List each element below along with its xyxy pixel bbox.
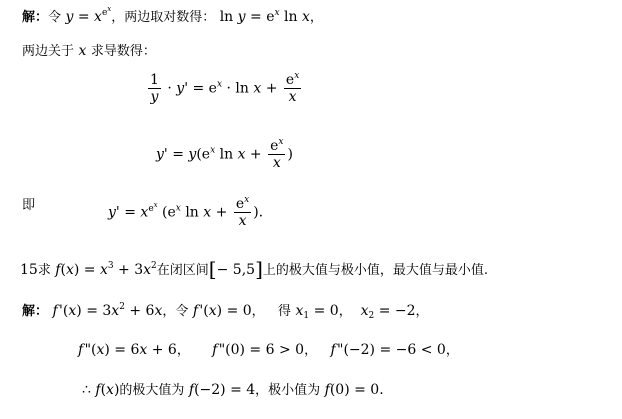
fraction-ex-over-x-3: $\frac{e^x}{x}$ (235, 195, 250, 229)
fraction-ex-over-x: $\frac{e^x}{x}$ (285, 71, 300, 105)
fraction-ex-over-x-2: $\frac{e^x}{x}$ (270, 137, 284, 171)
fraction-1-over-y: $\frac{1}{y}$ (150, 72, 159, 105)
function-def: $f(x) = x^3 + 3x^2$ (55, 261, 157, 278)
root-x1: $x_1 = 0$ (295, 303, 339, 321)
problem-15: 15求 $f(x) = x^3 + 3x^2$在闭区间[− 5,5]上的极大值与极小值，最大值与最小值. (20, 257, 489, 281)
equation-derivative: $\frac{1}{y}$ · $y' = e^x \cdot \ln x$ + $\frac{e^x}{x}$ (150, 71, 300, 105)
var-x: x (74, 43, 91, 59)
second-derivative-at-0: f "(0) = 6 > 0 (212, 342, 305, 358)
set-zero: f '(x) = 0 (192, 303, 252, 319)
interval: [− 5,5] (208, 257, 263, 281)
root-x2: $x_2 = -2$ (360, 303, 416, 321)
formula-y-def: $y = x^{e^x}$ (65, 5, 112, 25)
problem-number: 15 (20, 262, 38, 278)
min-value: f(0) = 0 (324, 382, 380, 398)
therefore-symbol: ∴ (82, 382, 91, 398)
solution-label: 解： (22, 10, 49, 25)
second-derivative-at-minus2: f "(−2) = −6 < 0 (330, 342, 446, 358)
solution-line-1: 解： f '$(x) = 3x^2 + 6x$，令 f '(x) = 0， 得 $x_1 = 0$， $x_2 = -2$， (22, 302, 429, 321)
equation-final: $y' = x^{e^x}$ ($e^x$ ln x + $\frac{e^x}{x}$ ). (108, 195, 264, 229)
line-1: 解：令 $y = x^{e^x}$，两边取对数得： $\ln y = e^x$ ln x， (22, 5, 323, 25)
first-derivative: f '$(x) = 3x^2 + 6x$ (52, 302, 163, 319)
line-2: 两边关于 x 求导数得： (22, 43, 156, 59)
second-derivative: f "(x) = 6x + 6 (78, 342, 177, 358)
equation-y-prime: $y' = y(e^x$ ln x + $\frac{e^x}{x}$ ) (156, 137, 293, 171)
max-value: f(−2) = 4 (188, 382, 256, 398)
solution-line-2: f "(x) = 6x + 6， f "(0) = 6 > 0， f "(−2) = −6 < 0， (78, 342, 459, 358)
conclusion: ∴ f(x)的极大值为 f(−2) = 4，极小值为 f(0) = 0. (82, 382, 384, 398)
solution-label-2: 解： (22, 304, 49, 319)
line-5-result (22, 196, 35, 215)
ji-label: 即 (22, 198, 36, 213)
formula-log: $\ln y = e^x$ ln x (219, 8, 310, 25)
